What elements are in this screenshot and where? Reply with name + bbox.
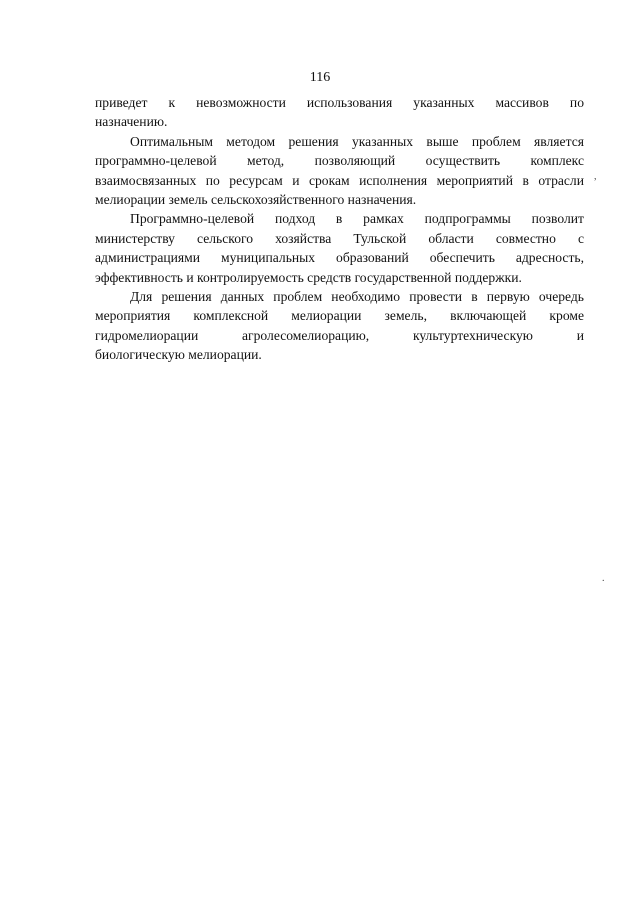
margin-mark: . — [602, 573, 605, 584]
text-line: администрациями муниципальных образований обеспечить адресность, — [95, 250, 584, 266]
text-line: взаимосвязанных по ресурсам и срокам исполнения мероприятий в отрасли — [95, 172, 584, 188]
page-number: 116 — [309, 70, 331, 85]
text-line: Оптимальным методом решения указанных выше проблем является — [130, 133, 584, 149]
margin-mark: , — [594, 171, 597, 182]
text-line: мелиорации земель сельскохозяйственного назначения. — [95, 192, 417, 208]
paragraph-1 — [95, 93, 584, 132]
text-line: Программно-целевой подход в рамках подпрограммы позволит — [130, 211, 584, 227]
text-line: гидромелиорации агролесомелиорацию, культуртехническую и — [95, 327, 584, 343]
text-line: биологическую мелиорации. — [95, 347, 262, 363]
text-line: приведет к невозможности использования указанных массивов по — [95, 95, 584, 110]
text-line: министерству сельского хозяйства Тульской области совместно с — [95, 230, 584, 246]
body-text — [95, 93, 584, 365]
paragraph-2 — [95, 132, 584, 210]
text-line: назначению. — [95, 114, 168, 130]
paragraph-4 — [95, 287, 584, 365]
text-line: программно-целевой метод, позволяющий осуществить комплекс — [95, 153, 584, 169]
text-line: мероприятия комплексной мелиорации земель, включающей кроме — [95, 308, 584, 324]
paragraph-3 — [95, 209, 584, 287]
text-line: эффективность и контролируемость средств государственной поддержки. — [95, 269, 522, 285]
text-line: Для решения данных проблем необходимо провести в первую очередь — [130, 289, 584, 305]
